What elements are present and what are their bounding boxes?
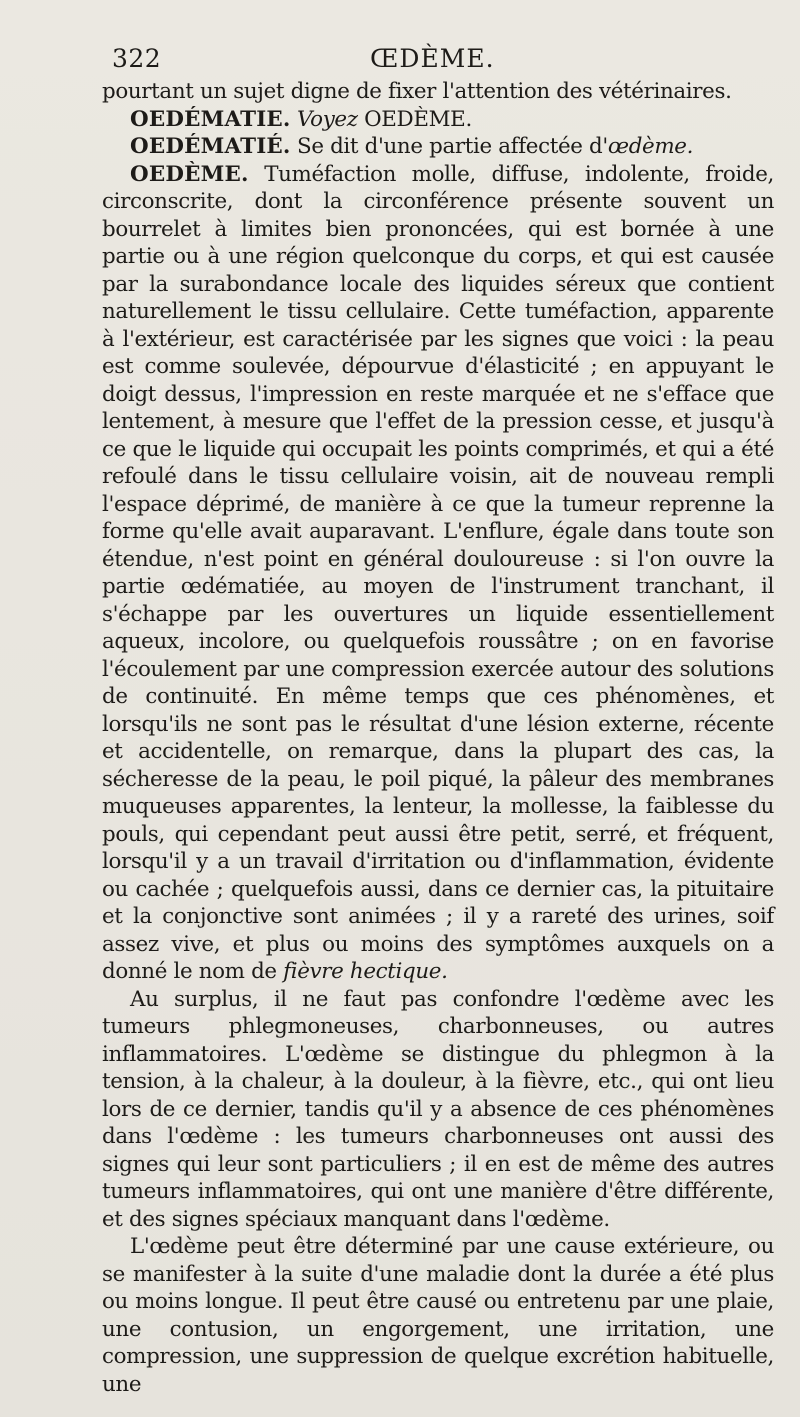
paragraph-distinction: Au surplus, il ne faut pas confondre l'œdème avec les tumeurs phlegmoneuses, charbonneuses, ou autres inflammatoires. L'œdème se distingue du phlegmon à la tension, à la chaleur, à la douleur, à la fièvre, etc., qui ont lieu lors de ce dernier, tandis qu'il y a absence de ces phénomènes dans l'œdème : les tumeurs charbonneuses ont aussi des signes qui leur sont particuliers ; il en est de même des autres tumeurs inflammatoires, qui ont une manière d'être différente, et des signes spéciaux manquant dans l'œdème. [102, 986, 774, 1232]
running-head: ŒDÈME. [370, 44, 495, 73]
entry-term: OEDÈME. [130, 161, 249, 187]
body-text [102, 78, 774, 1398]
entry-term: OEDÉMATIE. [130, 106, 291, 132]
paragraph-continuation: pourtant un sujet digne de fixer l'attention des vétérinaires. [102, 79, 732, 104]
entry-oedematie: OEDÉMATIE. Voyez OEDÈME. [130, 106, 472, 132]
entry-oedeme: OEDÈME. Tuméfaction molle, diffuse, indolente, froide, circonscrite, dont la circonférence présente souvent un bourrelet à limites bien prononcées, qui est bornée à une partie ou à une région quelconque du corps, et qui est causée par la surabondance locale des liquides séreux que contient naturellement le tissu cellulaire. Cette tuméfaction, apparente à l'extérieur, est caractérisée par les signes que voici : la peau est comme soulevée, dépourvue d'élasticité ; en appuyant le doigt dessus, l'impression en reste marquée et ne s'efface que lentement, à mesure que l'effet de la pression cesse, et jusqu'à ce que le liquide qui occupait les points comprimés, et qui a été refoulé dans le tissu cellulaire voisin, ait de nouveau rempli l'espace déprimé, de manière à ce que la tumeur reprenne la forme qu'elle avait auparavant. L'enflure, égale dans toute son étendue, n'est point en général douloureuse : si l'on ouvre la partie œdématiée, au moyen de l'instrument tranchant, il s'échappe par les ouvertures un liquide essentiellement aqueux, incolore, ou quelquefois roussâtre ; on en favorise l'écoulement par une compression exercée autour des solutions de continuité. En même temps que ces phénomènes, et lorsqu'ils ne sont pas le résultat d'une lésion externe, récente et accidentelle, on remarque, dans la plupart des cas, la sécheresse de la peau, le poil piqué, la pâleur des membranes muqueuses apparentes, la lenteur, la mollesse, la faiblesse du pouls, qui cependant peut aussi être petit, serré, et fréquent, lorsqu'il y a un travail d'irritation ou d'inflammation, évidente ou cachée ; quelquefois aussi, dans ce dernier cas, la pituitaire et la conjonctive sont animées ; il y a rareté des urines, soif assez vive, et plus ou moins des symptômes auxquels on a donné le nom de fièvre hectique. [102, 161, 774, 984]
entry-term: OEDÉMATIÉ. [130, 134, 291, 159]
cross-reference: Voyez [297, 106, 358, 132]
entry-oedematie-adj: OEDÉMATIÉ. Se dit d'une partie affectée d'œdème. [130, 134, 694, 159]
paragraph-causes: L'œdème peut être déterminé par une cause extérieure, ou se manifester à la suite d'une maladie dont la durée a été plus ou moins longue. Il peut être causé ou entretenu par une plaie, une contusion, un engorgement, une irritation, une compression, une suppression de quelque excrétion habituelle, une [102, 1234, 774, 1397]
page-number: 322 [112, 44, 162, 73]
